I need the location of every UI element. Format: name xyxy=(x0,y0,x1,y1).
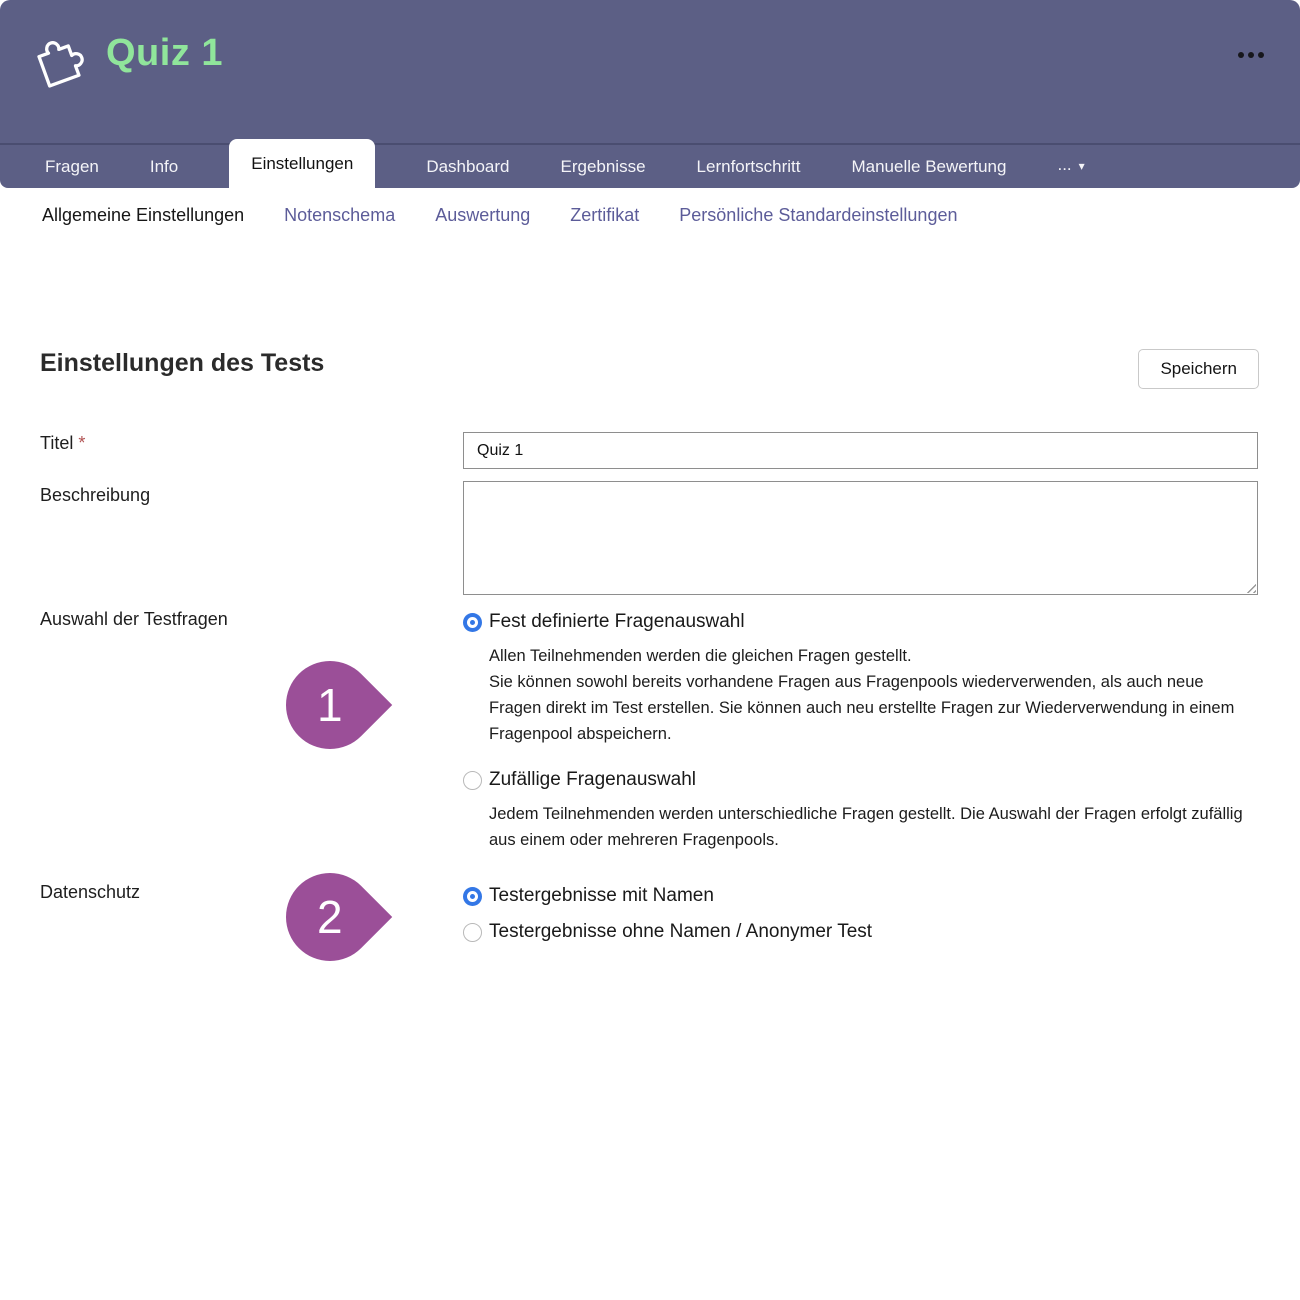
settings-subnav xyxy=(0,188,1300,242)
titel-input[interactable] xyxy=(463,432,1258,469)
description-line: Allen Teilnehmenden werden die gleichen Fragen gestellt. xyxy=(489,647,912,665)
tab-lernfortschritt[interactable]: Lernfortschritt xyxy=(696,157,801,176)
subnav-auswertung[interactable]: Auswertung xyxy=(435,204,531,225)
option-zufaellige xyxy=(463,769,1255,853)
tab-fragen[interactable]: Fragen xyxy=(45,157,99,176)
radio-zufaellige-fragenauswahl[interactable] xyxy=(463,769,1255,791)
marker-number: 2 xyxy=(317,891,343,943)
option-description xyxy=(489,643,1255,747)
radio-selected-icon[interactable] xyxy=(463,887,482,906)
marker-number: 1 xyxy=(317,679,343,731)
radio-testergebnisse-ohne-namen[interactable] xyxy=(463,921,1255,943)
option-mit-namen xyxy=(463,885,1255,907)
tab-dashboard[interactable]: Dashboard xyxy=(426,157,510,176)
radio-label: Fest definierte Fragenauswahl xyxy=(489,611,745,632)
radio-label: Testergebnisse ohne Namen / Anonymer Test xyxy=(489,921,873,942)
radio-fest-definierte-fragenauswahl[interactable] xyxy=(463,611,1255,633)
subnav-notenschema[interactable]: Notenschema xyxy=(284,204,396,225)
tab-more-label: ... xyxy=(1057,155,1072,174)
titel-label-text: Titel xyxy=(40,433,74,453)
option-description xyxy=(489,801,1255,853)
puzzle-icon xyxy=(28,22,94,92)
radio-unselected-icon[interactable] xyxy=(463,771,482,790)
titel-label xyxy=(40,433,85,454)
tab-more[interactable] xyxy=(1057,143,1084,188)
auswahl-testfragen-label-text: Auswahl der Testfragen xyxy=(40,609,228,629)
subnav-allgemeine-einstellungen[interactable]: Allgemeine Einstellungen xyxy=(42,204,245,225)
annotation-marker-2 xyxy=(268,855,392,979)
radio-label: Testergebnisse mit Namen xyxy=(489,885,714,906)
description-line: Sie können sowohl bereits vorhandene Fragen aus Fragenpools wiederverwenden, als auch neue Fragen direkt im Test erstellen. Sie können auch neu erstellte Fragen zur Wiederverwendung in einem Fragenpool abspeichern. xyxy=(489,673,1235,743)
radio-unselected-icon[interactable] xyxy=(463,923,482,942)
option-fest-definierte xyxy=(463,611,1255,747)
radio-selected-icon[interactable] xyxy=(463,613,482,632)
subnav-zertifikat[interactable]: Zertifikat xyxy=(570,204,640,225)
page-title: Quiz 1 xyxy=(106,32,224,74)
description-line: Jedem Teilnehmenden werden unterschiedliche Fragen gestellt. Die Auswahl der Fragen erfolgt zufällig aus einem oder mehreren Fragenpools. xyxy=(489,805,1243,849)
tab-info[interactable]: Info xyxy=(149,157,179,176)
radio-testergebnisse-mit-namen[interactable] xyxy=(463,885,1255,907)
auswahl-testfragen-label xyxy=(40,609,228,630)
beschreibung-label-text: Beschreibung xyxy=(40,485,151,505)
kebab-menu-icon[interactable] xyxy=(1234,48,1268,62)
subnav-persoenliche-standardeinstellungen[interactable]: Persönliche Standardeinstellungen xyxy=(679,204,958,225)
required-asterisk: * xyxy=(78,433,86,453)
save-button[interactable]: Speichern xyxy=(1138,349,1259,389)
section-title: Einstellungen des Tests xyxy=(40,349,325,377)
beschreibung-textarea[interactable] xyxy=(463,481,1258,595)
datenschutz-label xyxy=(40,882,140,903)
object-header xyxy=(0,0,1300,188)
beschreibung-label xyxy=(40,485,150,506)
caret-down-icon: ▾ xyxy=(1078,159,1085,173)
datenschutz-label-text: Datenschutz xyxy=(40,882,141,902)
tab-ergebnisse[interactable]: Ergebnisse xyxy=(560,157,646,176)
tab-manuelle-bewertung[interactable]: Manuelle Bewertung xyxy=(851,157,1007,176)
tab-einstellungen[interactable]: Einstellungen xyxy=(229,139,375,188)
annotation-marker-1 xyxy=(268,643,392,767)
radio-label: Zufällige Fragenauswahl xyxy=(489,769,697,790)
tab-bar xyxy=(0,143,1300,188)
option-ohne-namen xyxy=(463,921,1255,943)
